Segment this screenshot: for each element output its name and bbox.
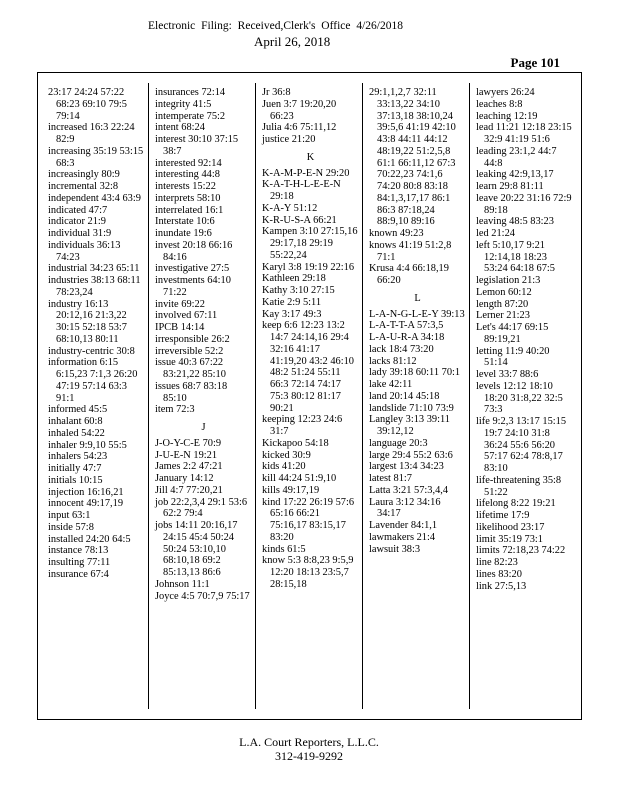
index-entry: James 2:2 47:21 (155, 461, 223, 473)
index-entry: item 72:3 (155, 404, 195, 416)
index-entry: Langley 3:13 39:11 39:12,12 (369, 414, 450, 437)
index-entry: interesting 44:8 (155, 169, 220, 181)
index-entry: Johnson 11:1 (155, 578, 210, 590)
court-reporter-name: L.A. Court Reporters, L.L.C. (239, 735, 379, 749)
index-entry: kids 41:20 (262, 461, 306, 473)
index-entry: landslide 71:10 73:9 (369, 402, 454, 414)
index-column-3 (262, 87, 359, 591)
index-entry: irreversible 52:2 (155, 345, 224, 357)
index-entry: L-A-T-T-A 57:3,5 (369, 320, 444, 332)
index-entry: Jr 36:8 (262, 87, 291, 98)
index-entry: 29:1,1,2,7 32:11 33:13,22 34:10 37:13,18 38:10,24 39:5,6 41:19 42:10 43:8 44:11 44:12 48:19,22 51:2,5,8 61:1 66:11,12 67:3 70:22,23 74:1,6 74:20 80:8 83:18 84:1,3,17,17 86:1 86:3 87:18,24 88:9,10 89:16 (369, 87, 456, 228)
index-entry: J-U-E-N 19:21 (155, 449, 218, 461)
index-entry: inundate 19:6 (155, 228, 212, 239)
index-entry: kinds 61:5 (262, 543, 306, 555)
index-entry: insulting 77:11 (48, 557, 111, 568)
index-entry: invest 20:18 66:16 84:16 (155, 239, 233, 263)
index-entry: incremental 32:8 (48, 181, 119, 192)
index-entry: lead 11:21 12:18 23:15 32:9 41:19 51:6 (476, 122, 572, 145)
index-entry: interested 92:14 (155, 157, 222, 169)
index-entry: interests 15:22 (155, 181, 216, 192)
column-divider (255, 83, 256, 709)
index-entry: language 20:3 (369, 437, 428, 449)
index-entry: knows 41:19 51:2,8 71:1 (369, 239, 452, 263)
index-entry: industry 16:13 20:12,16 21:3,22 30:15 52:18 53:7 68:10,13 80:11 (48, 298, 128, 345)
index-entry: Kathleen 29:18 (262, 273, 326, 285)
index-entry: informed 45:5 (48, 404, 108, 416)
index-entry: irresponsible 26:2 (155, 333, 230, 345)
index-entry: levels 12:12 18:10 18:20 31:8,22 32:5 73:3 (476, 380, 563, 416)
index-entry: intent 68:24 (155, 122, 205, 134)
index-entry: increased 16:3 22:24 82:9 (48, 122, 135, 145)
index-entry: kicked 30:9 (262, 449, 311, 461)
index-entry: Lavender 84:1,1 (369, 520, 438, 531)
index-entry: integrity 41:5 (155, 98, 212, 110)
index-entry: Katie 2:9 5:11 (262, 296, 322, 308)
index-entry: leaching 12:19 (476, 110, 538, 122)
index-entry: life-threatening 35:8 51:22 (476, 474, 562, 498)
index-entry: lady 39:18 60:11 70:1 (369, 367, 461, 379)
index-entry: kill 44:24 51:9,10 (262, 473, 337, 484)
index-entry: Joyce 4:5 70:7,9 75:17 (155, 590, 250, 602)
index-entry: inhaled 54:22 (48, 427, 105, 439)
index-entry: 23:17 24:24 57:22 68:23 69:10 79:5 79:14 (48, 87, 128, 122)
letter-heading: K (306, 151, 315, 163)
index-entry: Let's 44:17 69:15 89:19,21 (476, 322, 549, 345)
index-entry: Krusa 4:4 66:18,19 66:20 (369, 263, 449, 286)
index-entry: lawyers 26:24 (476, 87, 535, 98)
index-entry: leave 20:22 31:16 72:9 89:18 (476, 192, 572, 216)
index-entry: interest 30:10 37:15 38:7 (155, 134, 239, 157)
index-entry: K-A-Y 51:12 (262, 202, 318, 214)
index-entry: Kampen 3:10 27:15,16 29:17,18 29:19 55:22,24 (262, 226, 358, 261)
index-entry: kills 49:17,19 (262, 484, 320, 496)
index-entry: L-A-N-G-L-E-Y 39:13 (369, 308, 465, 320)
index-entry: initials 10:15 (48, 474, 103, 486)
index-entry: independent 43:4 63:9 (48, 192, 141, 204)
index-entry: lake 42:11 (369, 379, 413, 390)
index-entry: Interstate 10:6 (155, 216, 215, 228)
index-entry: lifetime 17:9 (476, 510, 530, 521)
index-entry: keeping 12:23 24:6 31:7 (262, 414, 343, 437)
index-entry: likelihood 23:17 (476, 521, 545, 533)
index-entry: Laura 3:12 34:16 34:17 (369, 496, 441, 520)
index-entry: Kickapoo 54:18 (262, 437, 329, 449)
index-entry: instance 78:13 (48, 545, 109, 557)
index-entry: kind 17:22 26:19 57:6 65:16 66:21 75:16,17 83:15,17 83:20 (262, 496, 355, 543)
index-entry: input 63:1 (48, 510, 91, 521)
index-entry: invite 69:22 (155, 298, 205, 310)
index-entry: large 29:4 55:2 63:6 (369, 449, 453, 461)
index-entry: issue 40:3 67:22 83:21,22 85:10 (155, 357, 226, 380)
index-entry: job 22:2,3,4 29:1 53:6 62:2 79:4 (155, 496, 248, 520)
index-column-1 (48, 87, 145, 581)
index-entry: Juen 3:7 19:20,20 66:23 (262, 98, 337, 122)
index-entry: J-O-Y-C-E 70:9 (155, 437, 222, 449)
index-entry: led 21:24 (476, 228, 515, 239)
index-entry: lifelong 8:22 19:21 (476, 498, 556, 510)
index-entry: individual 31:9 (48, 228, 112, 239)
index-entry: life 9:2,3 13:17 15:15 19:7 24:10 31:8 36:24 55:6 56:20 57:17 62:4 78:8,17 83:10 (476, 416, 567, 474)
index-entry: installed 24:20 64:5 (48, 533, 131, 545)
index-entry: link 27:5,13 (476, 580, 527, 592)
page-number: Page 101 (510, 55, 560, 70)
index-entry: level 33:7 88:6 (476, 369, 539, 380)
index-entry: IPCB 14:14 (155, 322, 205, 333)
index-entry: insurances 72:14 (155, 87, 226, 98)
index-entry: Karyl 3:8 19:19 22:16 (262, 261, 355, 273)
index-frame (37, 72, 582, 720)
index-entry: interrelated 16:1 (155, 204, 224, 216)
index-entry: land 20:14 45:18 (369, 390, 440, 402)
index-entry: known 49:23 (369, 228, 424, 239)
index-entry: issues 68:7 83:18 85:10 (155, 380, 228, 404)
index-entry: leaches 8:8 (476, 98, 523, 110)
index-entry: industrial 34:23 65:11 (48, 263, 140, 275)
index-entry: injection 16:16,21 (48, 486, 124, 498)
index-entry: keep 6:6 12:23 13:2 14:7 24:14,16 29:4 32:16 41:17 41:19,20 43:2 46:10 48:2 51:24 55:11 66:3 72:14 74:17 75:3 80:12 81:17 90:21 (262, 320, 354, 414)
column-divider (148, 83, 149, 709)
index-entry: Lerner 21:23 (476, 310, 530, 322)
index-column-5 (476, 87, 573, 592)
index-entry: lawmakers 21:4 (369, 531, 436, 543)
index-entry: industries 38:13 68:11 78:23,24 (48, 275, 141, 298)
index-entry: initially 47:7 (48, 463, 102, 474)
index-entry: involved 67:11 (155, 310, 218, 322)
filing-date-line: April 26, 2018 (254, 34, 331, 49)
index-entry: Latta 3:21 57:3,4,4 (369, 484, 449, 496)
index-entry: lacks 81:12 (369, 355, 417, 367)
index-entry: Kathy 3:10 27:15 (262, 285, 335, 296)
index-entry: justice 21:20 (262, 134, 316, 145)
index-entry: L-A-U-R-A 34:18 (369, 332, 445, 343)
column-divider (362, 83, 363, 709)
index-entry: Lemon 60:12 (476, 286, 532, 298)
index-entry: intemperate 75:2 (155, 110, 226, 122)
index-entry: investigative 27:5 (155, 263, 230, 275)
index-entry: lawsuit 38:3 (369, 543, 421, 555)
index-entry: investments 64:10 71:22 (155, 275, 231, 298)
index-entry: jobs 14:11 20:16,17 24:15 45:4 50:24 50:24 53:10,10 68:10,18 69:2 85:13,13 86:6 (155, 520, 238, 578)
index-entry: lack 18:4 73:20 (369, 343, 434, 355)
index-entry: limit 35:19 73:1 (476, 533, 543, 545)
index-entry: letting 11:9 40:20 51:14 (476, 345, 550, 369)
index-entry: indicated 47:7 (48, 204, 108, 216)
index-entry: Jill 4:7 77:20,21 (155, 484, 223, 496)
index-entry: leaking 42:9,13,17 (476, 169, 554, 181)
filing-stamp-line: Electronic Filing: Received,Clerk's Office 4/26/2018 (148, 20, 403, 32)
index-entry: length 87:20 (476, 298, 529, 310)
index-entry: Kay 3:17 49:3 (262, 308, 322, 320)
index-entry: legislation 21:3 (476, 275, 541, 286)
index-entry: inhaler 9:9,10 55:5 (48, 439, 127, 451)
index-entry: insurance 67:4 (48, 568, 109, 580)
index-entry: increasingly 80:9 (48, 169, 120, 181)
index-entry: increasing 35:19 53:15 68:3 (48, 145, 144, 169)
index-entry: innocent 49:17,19 (48, 498, 124, 510)
index-entry: latest 81:7 (369, 473, 412, 484)
court-reporter-phone: 312-419-9292 (275, 749, 343, 763)
index-entry: know 5:3 8:8,23 9:5,9 12:20 18:13 23:5,7 28:15,18 (262, 555, 354, 590)
letter-heading: J (201, 422, 206, 433)
index-column-2 (155, 87, 252, 602)
index-entry: K-A-T-H-L-E-E-N 29:18 (262, 179, 341, 202)
index-entry: industry-centric 30:8 (48, 345, 135, 357)
index-column-4 (369, 87, 466, 555)
index-entry: K-A-M-P-E-N 29:20 (262, 167, 350, 179)
column-divider (469, 83, 470, 709)
index-entry: January 14:12 (155, 473, 214, 484)
index-entry: left 5:10,17 9:21 12:14,18 18:23 53:24 64:18 67:5 (476, 239, 556, 275)
index-entry: leaving 48:5 83:23 (476, 216, 554, 228)
index-entry: inside 57:8 (48, 521, 94, 533)
index-entry: inhalers 54:23 (48, 451, 108, 463)
index-entry: leading 23:1,2 44:7 44:8 (476, 145, 557, 169)
index-entry: information 6:15 6:15,23 7:1,3 26:20 47:19 57:14 63:3 91:1 (48, 357, 138, 404)
index-entry: indicator 21:9 (48, 216, 107, 228)
index-entry: Julia 4:6 75:11,12 (262, 122, 337, 134)
index-entry: lines 83:20 (476, 568, 522, 580)
index-entry: learn 29:8 81:11 (476, 181, 544, 192)
index-entry: line 82:23 (476, 557, 518, 568)
index-entry: interprets 58:10 (155, 192, 221, 204)
letter-heading: L (414, 292, 421, 304)
index-entry: largest 13:4 34:23 (369, 461, 444, 473)
index-entry: K-R-U-S-A 66:21 (262, 214, 337, 226)
index-entry: limits 72:18,23 74:22 (476, 545, 566, 557)
index-entry: inhalant 60:8 (48, 416, 103, 427)
index-entry: individuals 36:13 74:23 (48, 239, 121, 263)
